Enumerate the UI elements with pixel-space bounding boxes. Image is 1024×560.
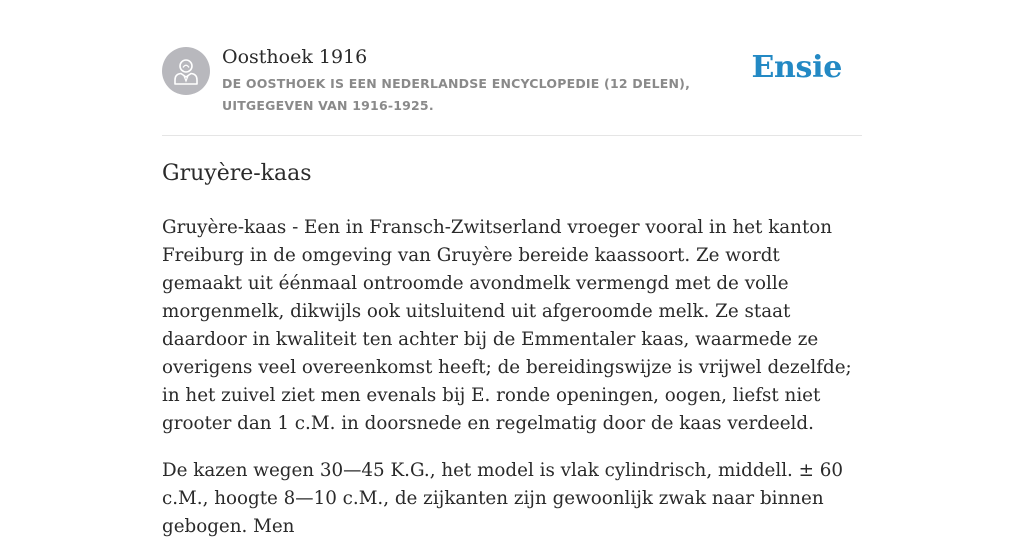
source-title-link[interactable]: Oosthoek 1916 [222,46,368,68]
user-icon [171,56,201,86]
ensie-logo-link[interactable]: Ensie [751,50,842,85]
article-body [162,214,862,541]
source-description: DE OOSTHOEK IS EEN NEDERLANDSE ENCYCLOPEDIE (12 DELEN), UITGEGEVEN VAN 1916-1925. [222,76,691,113]
article-paragraph: Gruyère-kaas - Een in Fransch-Zwitserland vroeger vooral in het kanton Freiburg in de omgeving van Gruyère bereide kaassoort. Ze wordt gemaakt uit éénmaal ontroomde avondmelk vermengd met de volle morgenmelk, dikwijls ook uitsluitend uit afgeroomde melk. Ze staat daardoor in kwaliteit ten achter bij de Emmentaler kaas, waarmede ze overigens veel overeenkomst heeft; de bereidingswijze is vrijwel dezelfde; in het zuivel ziet men evenals bij E. ronde openingen, oogen, liefst niet grooter dan 1 c.M. in doorsnede en regelmatig door de kaas verdeeld. [162,217,852,434]
source-header [162,44,862,136]
article-title: Gruyère-kaas [162,161,312,186]
avatar[interactable] [162,47,210,95]
article [162,158,862,560]
article-paragraph: De kazen wegen 30—45 K.G., het model is vlak cylindrisch, middell. ± 60 c.M., hoogte 8—10 c.M., de zijkanten zijn gewoonlijk zwak naar binnen gebogen. Men [162,460,844,537]
